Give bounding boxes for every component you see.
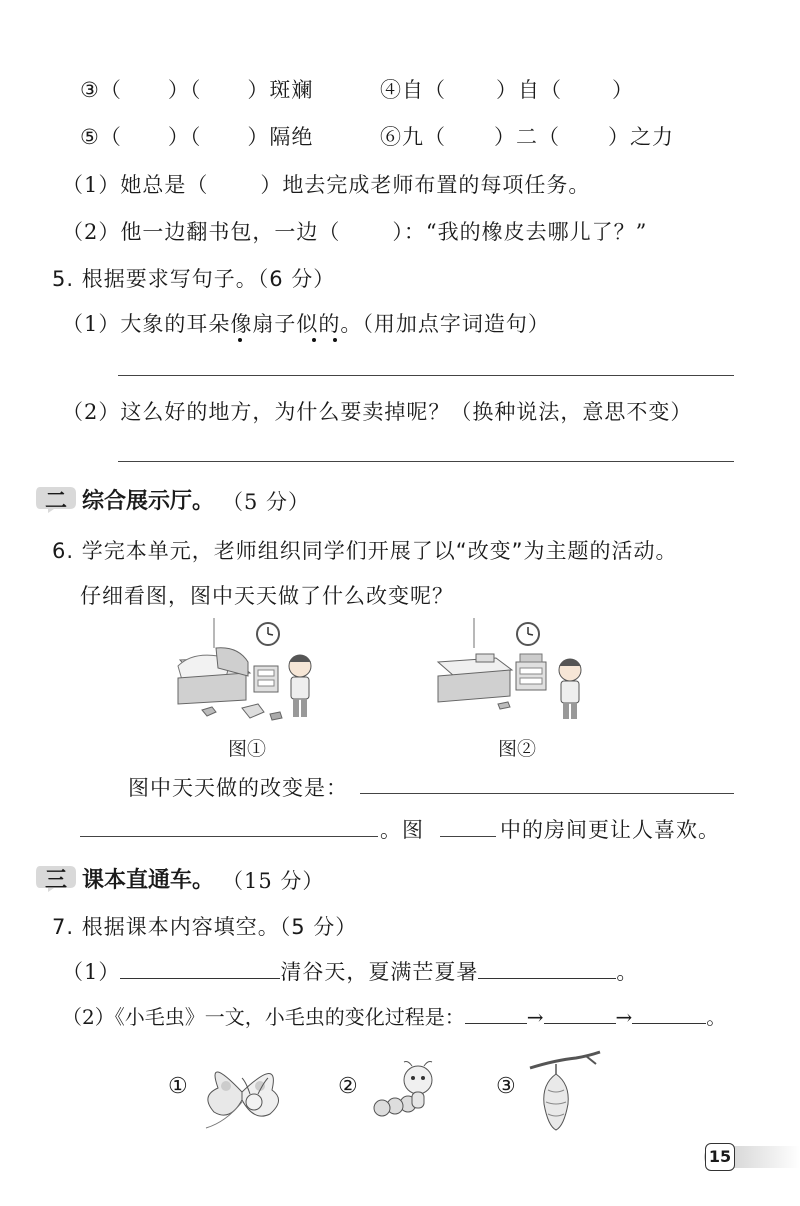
answer-line[interactable] (118, 375, 734, 376)
section-3-title: 课本直通车。 (82, 868, 215, 893)
section-3-badge-text: 三 (45, 868, 68, 893)
stage-label-1: ① (168, 1074, 188, 1099)
emphasis-dot (333, 338, 337, 342)
answer-blank[interactable] (544, 1005, 616, 1024)
cocoon-icon (526, 1050, 606, 1134)
q5-hint: （用加点字词造句） (362, 312, 550, 336)
question-5-title: 5. 根据要求写句子。（6 分） (52, 267, 336, 291)
section-3-score: （15 分） (222, 869, 325, 893)
q5-sentence-2: （2）这么好的地方，为什么要卖掉呢？（换种说法，意思不变） (62, 400, 693, 424)
answer-line[interactable] (118, 461, 734, 462)
idiom-tail: 之力 (630, 125, 674, 149)
q5-sentence-1: （1）大象的耳朵像扇子似的。（用加点字词造句） (62, 312, 550, 336)
butterfly-icon (196, 1052, 288, 1132)
question-6-line-2: 仔细看图，图中天天做了什么改变呢？ (80, 584, 454, 608)
page-number: 15 (705, 1143, 735, 1171)
question-6-line-1: 6. 学完本单元，老师组织同学们开展了以“改变”为主题的活动。 (52, 539, 678, 563)
answer-blank[interactable] (120, 960, 280, 979)
idiom-tail: 隔绝 (269, 125, 314, 149)
fill-sentence-2: （2）他一边翻书包，一边（ ）：“我的橡皮去哪儿了？” (62, 220, 648, 244)
figure-2-caption: 图② (498, 738, 537, 760)
figure-choice-blank[interactable] (440, 836, 496, 837)
item-number: ⑥ (380, 125, 402, 149)
q7-line-2: （2）《小毛虫》一文，小毛虫的变化过程是： → → 。 (62, 1005, 727, 1029)
answer-blank[interactable] (632, 1005, 706, 1024)
section-2-badge-text: 二 (45, 489, 68, 514)
item-number: ⑤ (80, 125, 100, 149)
q6-answer-label: 图中天天做的改变是： (128, 776, 348, 800)
stage-label-3: ③ (496, 1074, 516, 1099)
answer-line[interactable] (80, 836, 378, 837)
messy-bedroom-illustration (172, 618, 342, 728)
stage-label-2: ② (338, 1074, 358, 1099)
question-7-title: 7. 根据课本内容填空。（5 分） (52, 915, 358, 939)
idiom-item-3: ③（ ）（ ）斑斓 (80, 78, 314, 102)
emphasis-dot (238, 338, 242, 342)
caterpillar-icon (368, 1060, 440, 1122)
idiom-item-5: ⑤（ ）（ ）隔绝 (80, 125, 314, 149)
idiom-item-4: ④自（ ）自（ ） (380, 78, 634, 102)
item-number: ③ (80, 78, 100, 102)
answer-line[interactable] (360, 793, 734, 794)
section-2-title: 综合展示厅。 (82, 489, 215, 514)
figure-1-caption: 图① (228, 738, 267, 760)
emphasis-dot (312, 338, 316, 342)
answer-blank[interactable] (478, 960, 616, 979)
item-number: ④ (380, 78, 402, 102)
q6-tail-2: 中的房间更让人喜欢。 (500, 818, 720, 842)
answer-blank[interactable] (465, 1005, 527, 1024)
tidy-bedroom-illustration (432, 618, 602, 728)
idiom-item-6: ⑥九（ ）二（ ）之力 (380, 125, 674, 149)
section-2-score: （5 分） (222, 490, 311, 514)
q7-line-1: （1） 清谷天，夏满芒夏暑 。 (62, 960, 639, 984)
fill-sentence-1: （1）她总是（ ）地去完成老师布置的每项任务。 (62, 173, 591, 197)
q6-tail-1: 。图 (380, 818, 424, 842)
arrow-icon: → (615, 1005, 633, 1029)
arrow-icon: → (526, 1005, 544, 1029)
idiom-tail: 斑斓 (269, 78, 314, 102)
